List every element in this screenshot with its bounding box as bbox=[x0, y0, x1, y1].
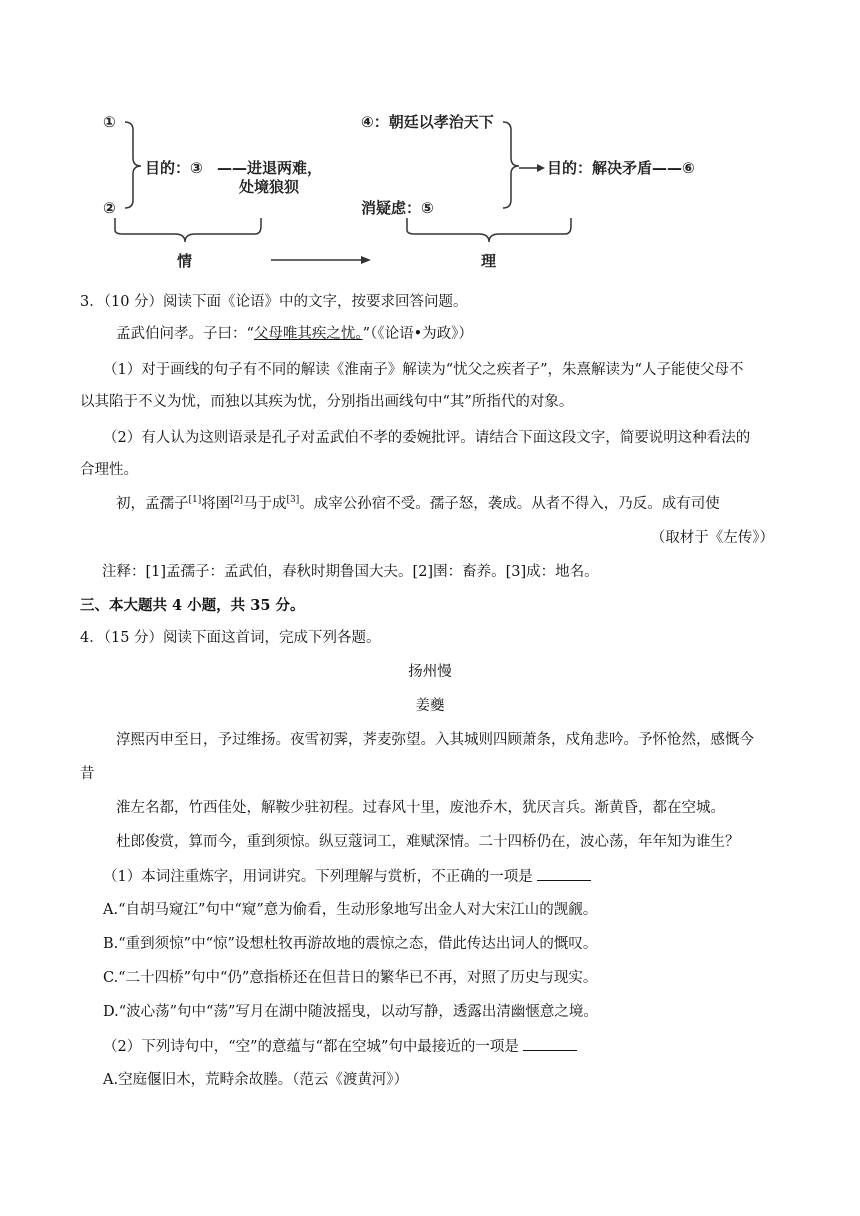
right-goal: 目的：解决矛盾——⑥ bbox=[547, 159, 695, 177]
note-ref-2: [2] bbox=[230, 495, 243, 506]
label-n5: 消疑虑：⑤ bbox=[361, 199, 434, 217]
q4-title: 4．（15 分）阅读下面这首词，完成下列各题。 bbox=[80, 630, 381, 646]
right-arrow-head bbox=[537, 164, 545, 172]
poem-preface-line2: 昔 bbox=[80, 766, 95, 782]
zz-part1: 初，孟孺子 bbox=[116, 496, 189, 512]
label-n1: ① bbox=[103, 113, 116, 131]
qing-to-li-arrow-head bbox=[361, 256, 371, 264]
left-result-1: ——进退两难， bbox=[217, 159, 323, 177]
poem-preface-line1: 淳熙丙申至日，予过维扬。夜雪初霁，荠麦弥望。入其城则四顾萧条，戍角悲吟。予怀怆然，感慨今 bbox=[116, 732, 754, 748]
q3-sub2-line1: （2）有人认为这则语录是孔子对孟武伯不孝的委婉批评。请结合下面这段文字，简要说明这种看法的 bbox=[103, 430, 751, 446]
bottom-bracket-left bbox=[115, 218, 261, 242]
label-n2: ② bbox=[103, 199, 116, 217]
q3-note: 注释：[1]孟孺子：孟武伯，春秋时期鲁国大夫。[2]圉：畜养。[3]成：地名。 bbox=[102, 564, 599, 580]
q3-quote bbox=[116, 324, 473, 344]
q3-sub1-line2: 以其陷于不义为忧，而独以其疾为忧，分别指出画线句中“其”所指代的对象。 bbox=[80, 394, 574, 410]
answer-blank[interactable] bbox=[537, 866, 591, 881]
poem-verse-2: 杜郎俊赏，算而今，重到须惊。纵豆蔻词工，难赋深情。二十四桥仍在，波心荡，年年知为谁生？ bbox=[116, 834, 740, 850]
q4-sub2-option-a: A.空庭偃旧木，荒畤余故塍。（范云《渡黄河》） bbox=[103, 1072, 409, 1088]
label-n4: ④：朝廷以孝治天下 bbox=[361, 113, 494, 131]
q3-sub2-line2: 合理性。 bbox=[80, 462, 138, 478]
q3-quote-pre: 孟武伯问孝。子曰：“ bbox=[116, 326, 254, 342]
q4-sub2 bbox=[103, 1036, 577, 1057]
q4-option-d: D.“波心荡”句中“荡”写月在湖中随波摇曳，以动写静，透露出清幽惬意之境。 bbox=[103, 1004, 598, 1020]
answer-blank[interactable] bbox=[523, 1036, 577, 1051]
label-li: 理 bbox=[481, 252, 497, 270]
zz-part3: 马于成 bbox=[243, 496, 287, 512]
q3-quote-underlined: 父母唯其疾之忧。 bbox=[253, 326, 363, 342]
note-ref-1: [1] bbox=[188, 495, 202, 506]
q3-sub1-line1: （1）对于画线的句子有不同的解读《淮南子》解读为“忧父之疾者子”，朱熹解读为“人子能使父母不 bbox=[103, 362, 744, 378]
section-3-heading: 三、本大题共 4 小题，共 35 分。 bbox=[80, 597, 305, 614]
q3-zuozhuan-text bbox=[116, 494, 720, 514]
poem-verse-1: 淮左名都，竹西佳处，解鞍少驻初程。过春风十里，废池乔木，犹厌言兵。渐黄昏，都在空城。 bbox=[116, 800, 725, 816]
q4-option-c: C.“二十四桥”句中“仍”意指桥还在但昔日的繁华已不再，对照了历史与现实。 bbox=[103, 970, 598, 986]
left-result-2: 处境狼狈 bbox=[239, 178, 300, 196]
left-brace bbox=[125, 122, 141, 208]
q4-option-b: B.“重到须惊”中“惊”设想杜牧再游故地的震惊之态，借此传达出词人的慨叹。 bbox=[103, 936, 598, 952]
q4-sub1 bbox=[103, 866, 591, 887]
q3-title: 3．（10 分）阅读下面《论语》中的文字，按要求回答问题。 bbox=[80, 294, 468, 310]
q4-option-a: A.“自胡马窥江”句中“窥”意为偷看，生动形象地写出金人对大宋江山的觊觎。 bbox=[103, 902, 598, 918]
q4-sub2-text: （2）下列诗句中，“空”的意蕴与“都在空城”句中最接近的一项是 bbox=[103, 1039, 519, 1055]
bottom-bracket-right bbox=[407, 218, 571, 242]
zz-part2: 将圉 bbox=[201, 496, 231, 512]
right-brace bbox=[503, 122, 519, 208]
poem-title: 扬州慢 bbox=[408, 664, 452, 680]
poem-author: 姜夔 bbox=[415, 698, 445, 714]
structure-diagram bbox=[95, 100, 735, 280]
q4-sub1-text: （1）本词注重炼字，用词讲究。下列理解与赏析，不正确的一项是 bbox=[103, 869, 533, 885]
q3-source: （取材于《左传》） bbox=[650, 530, 774, 546]
q3-quote-post: ”（《论语•为政》） bbox=[362, 326, 473, 342]
label-qing: 情 bbox=[177, 252, 193, 270]
zz-part4: 。成宰公孙宿不受。孺子怒，袭成。从者不得入，乃反。成有司使 bbox=[299, 496, 720, 512]
left-goal: 目的：③ bbox=[145, 159, 203, 177]
note-ref-3: [3] bbox=[286, 495, 300, 506]
